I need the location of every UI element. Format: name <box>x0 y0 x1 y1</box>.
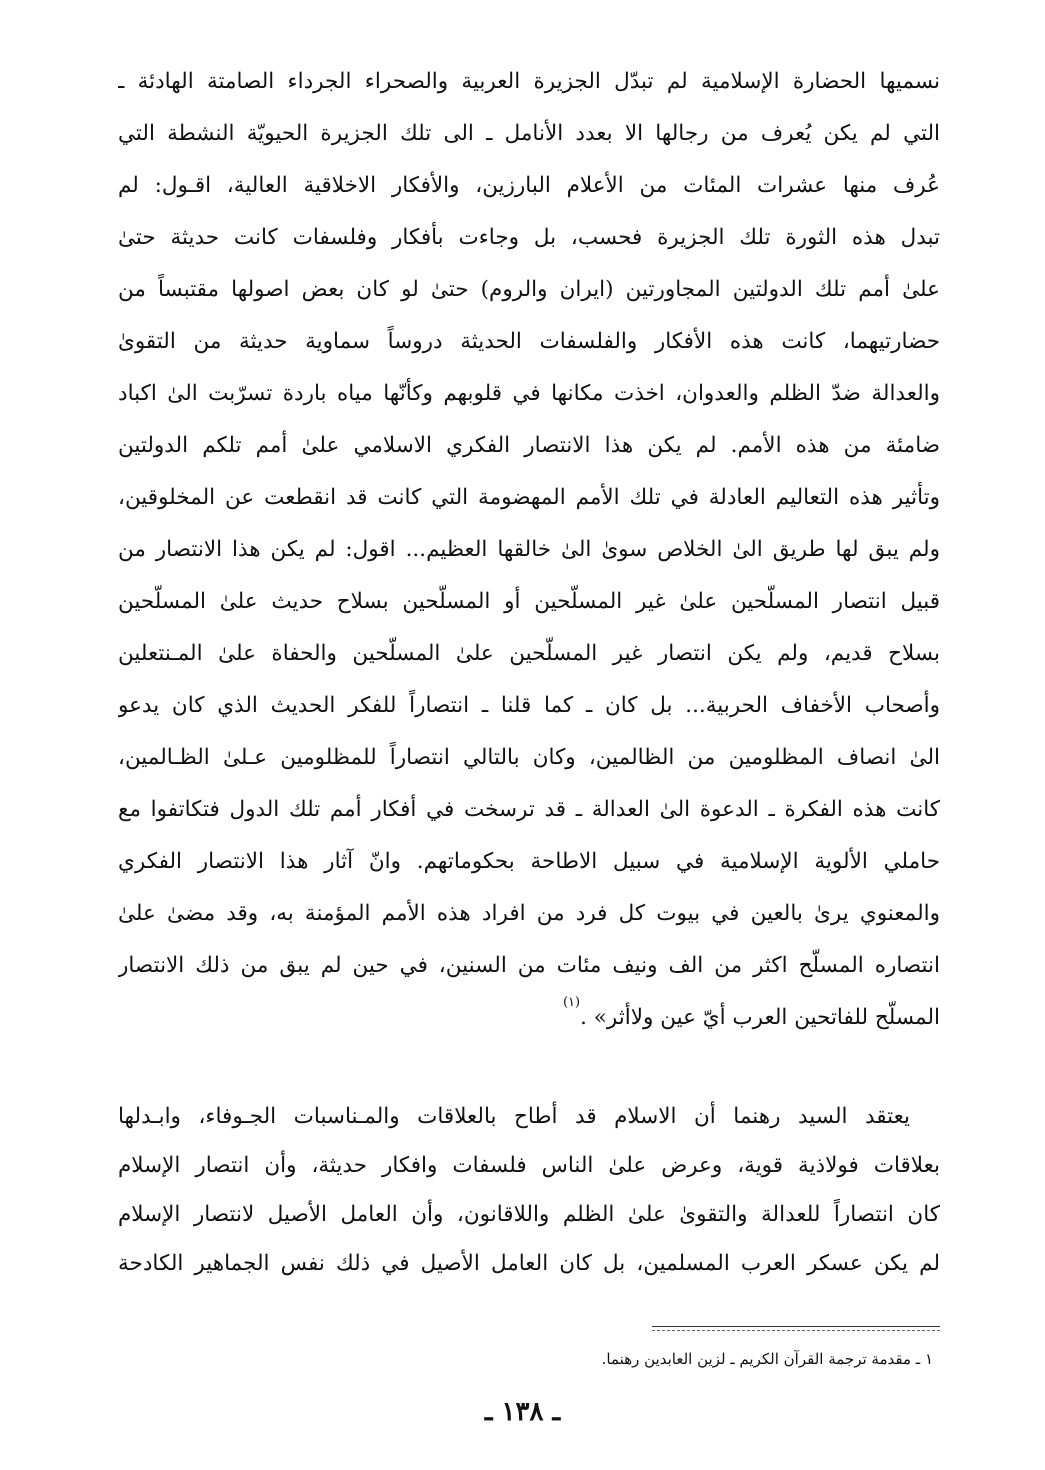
footnote: ١ ـ مقدمة ترجمة القرآن الكريم ـ لزين العابدين رهنما. <box>601 1350 933 1368</box>
text-line: عُرف منها عشرات المئات من الأعلام البارزين، والأفكار الاخلاقية العالية، اقـول: لم <box>118 173 940 198</box>
text-line: كانت هذه الفكرة ـ الدعوة الىٰ العدالة ـ قد ترسخت في أفكار أمم تلك الدول فتكاتفوا مع <box>118 797 940 822</box>
text-line: حضارتيهما، كانت هذه الأفكار والفلسفات الحديثة دروساً سماوية حديثة من التقوىٰ <box>118 329 940 354</box>
text-line: والمعنوي يرىٰ بالعين في بيوت كل فرد من افراد هذه الأمم المؤمنة به، وقد مضىٰ علىٰ <box>118 901 940 926</box>
text-line: يعتقد السيد رهنما أن الاسلام قد أطاح بالعلاقات والمـناسبات الجـوفاء، وابـدلها <box>118 1104 910 1129</box>
text-line: تبدل هذه الثورة تلك الجزيرة فحسب، بل وجاءت بأفكار وفلسفات كانت حديثة حتىٰ <box>118 225 940 250</box>
text-line: ولم يبق لها طريق الىٰ الخلاص سوىٰ الىٰ خالقها العظيم... اقول: لم يكن هذا الانتصار من <box>118 537 940 562</box>
text-line: بسلاح قديم، ولم يكن انتصار غير المسلّحين علىٰ المسلّحين والحفاة علىٰ المـنتعلين <box>118 641 940 666</box>
text-line-last <box>118 992 940 1044</box>
text-line: التي لم يكن يُعرف من رجالها الا بعدد الأنامل ـ الى تلك الجزيرة الحيويّة النشطة التي <box>118 121 940 146</box>
footnote-separator <box>652 1326 940 1327</box>
text-line: ضامئة من هذه الأمم. لم يكن هذا الانتصار الفكري الاسلامي علىٰ أمم تلكم الدولتين <box>118 433 940 458</box>
text-line: وتأثير هذه التعاليم العادلة في تلك الأمم المهضومة التي كانت قد انقطعت عن المخلوقين، <box>118 485 940 510</box>
text-line: قبيل انتصار المسلّحين علىٰ غير المسلّحين أو المسلّحين بسلاح حديث علىٰ المسلّحين <box>118 589 940 614</box>
text-line: حاملي الألوية الإسلامية في سبيل الاطاحة بحكوماتهم. وانّ آثار هذا الانتصار الفكري <box>118 849 940 874</box>
text-line: علىٰ أمم تلك الدولتين المجاورتين (ايران والروم) حتىٰ لو كان بعض اصولها مقتبساً من <box>118 277 940 302</box>
last-line-text: المسلّح للفاتحين العرب أيّ عين ولاأثر» . <box>580 1005 940 1030</box>
second-paragraph <box>118 1092 940 1288</box>
text-line: الىٰ انصاف المظلومين من الظالمين، وكان بالتالي انتصاراً للمظلومين عـلىٰ الظـالمين، <box>118 745 940 770</box>
text-line: بعلاقات فولاذية قوية، وعرض علىٰ الناس فلسفات وافكار حديثة، وأن انتصار الإسلام <box>118 1153 940 1178</box>
text-line: نسميها الحضارة الإسلامية لم تبدّل الجزيرة العربية والصحراء الجرداء الصامتة الهادئة ـ <box>118 69 940 94</box>
text-line: كان انتصاراً للعدالة والتقوىٰ علىٰ الظلم واللاقانون، وأن العامل الأصيل لانتصار الإسلام <box>118 1202 940 1227</box>
text-line: وأصحاب الأخفاف الحربية... بل كان ـ كما قلنا ـ انتصاراً للفكر الحديث الذي كان يدعو <box>118 693 940 718</box>
text-line: انتصاره المسلّح اكثر من الف ونيف مئات من السنين، في حين لم يبق من ذلك الانتصار <box>118 953 940 978</box>
footnote-separator-dashed <box>652 1330 940 1331</box>
main-paragraph <box>118 56 940 1044</box>
text-line: لم يكن عسكر العرب المسلمين، بل كان العامل الأصيل في ذلك نفس الجماهير الكادحة <box>118 1251 940 1276</box>
text-line: والعدالة ضدّ الظلم والعدوان، اخذت مكانها في قلوبهم وكأنّها مياه باردة تسرّبت الىٰ اكباد <box>118 381 940 406</box>
page-number: ـ ١٣٨ ـ <box>484 1397 561 1427</box>
footnote-marker[interactable]: (١) <box>562 995 581 1010</box>
